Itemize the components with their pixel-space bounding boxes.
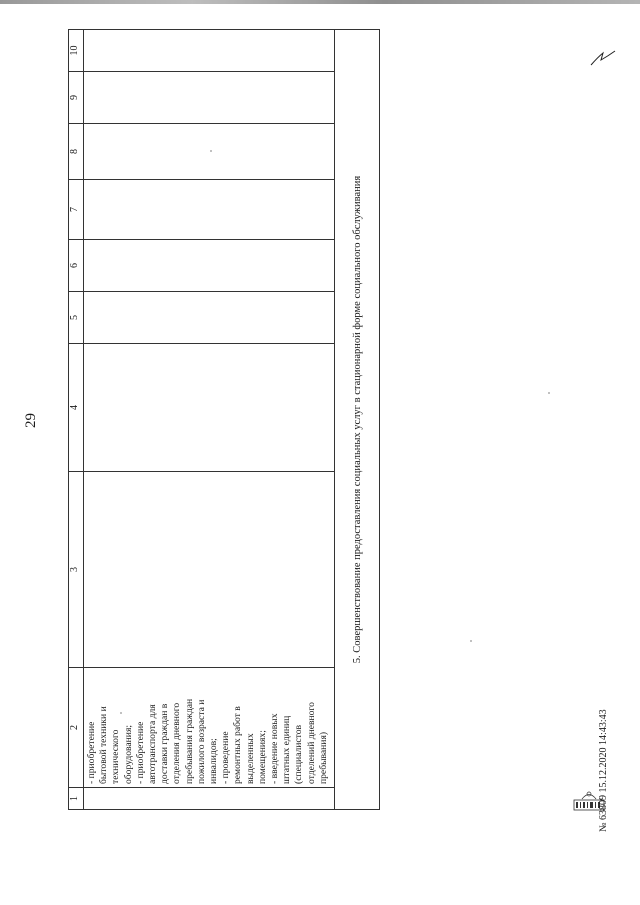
table-cell [84, 124, 335, 180]
measure-line: технического [110, 729, 122, 784]
measure-line: помещениях; [256, 730, 268, 784]
measure-line: инвалидов; [208, 738, 220, 784]
scan-speck [210, 150, 212, 152]
measure-line: выделенных [244, 733, 256, 784]
measures-list-cell [84, 668, 335, 788]
table-cell [84, 72, 335, 124]
page-number: 29 [23, 413, 39, 428]
col-header-3: 3 [69, 472, 84, 668]
col-header-4: 4 [69, 344, 84, 472]
measure-line: ремонтных работ в [232, 706, 244, 784]
table-cell [84, 240, 335, 292]
measures-table [68, 29, 380, 810]
table-cell [84, 30, 335, 72]
measure-line: пожилого возраста и [195, 699, 207, 784]
section-title: 5. Совершенствование предоставления социальных услуг в стационарной форме социального обслуживания [335, 30, 380, 810]
registration-text: 63809 15.12.2020 14:43:43 [598, 709, 609, 820]
document-table-area [68, 30, 396, 810]
measure-line: - приобретение [134, 721, 146, 784]
measure-line: (специалистов [293, 724, 305, 784]
measure-line: отделения дневного [171, 702, 183, 784]
col-header-2: 2 [69, 668, 84, 788]
section-row [335, 30, 380, 810]
table-cell [84, 472, 335, 668]
scan-speck [120, 712, 122, 714]
scan-speck [548, 392, 550, 394]
table-cell [84, 292, 335, 344]
measure-line: пребывания) [317, 731, 329, 784]
measure-line: пребывания граждан [183, 698, 195, 784]
header-row [69, 30, 84, 810]
measure-line: - введение новых [269, 713, 281, 784]
scan-speck [470, 640, 472, 642]
signature-mark [588, 48, 618, 68]
measure-line: - приобретение [86, 721, 97, 784]
measure-line: оборудования; [122, 724, 134, 784]
measure-line: - проведение [220, 731, 232, 784]
col-header-8: 8 [69, 124, 84, 180]
measure-line: штатных единиц [281, 715, 293, 784]
measure-line: бытовой техники и [98, 706, 110, 784]
col-header-5: 5 [69, 292, 84, 344]
col-header-10: 10 [69, 30, 84, 72]
measure-line: доставки граждан в [159, 703, 171, 784]
col-header-1: 1 [69, 788, 84, 810]
col-header-7: 7 [69, 180, 84, 240]
scan-edge [0, 0, 640, 4]
measure-line: автотранспорта для [147, 704, 159, 784]
registration-stamp [598, 709, 609, 832]
table-row [84, 30, 335, 810]
col-header-6: 6 [69, 240, 84, 292]
col-header-9: 9 [69, 72, 84, 124]
registration-prefix: № [598, 822, 609, 832]
table-cell [84, 180, 335, 240]
table-cell [84, 344, 335, 472]
table-cell [84, 788, 335, 810]
measure-line: отделений дневного [305, 702, 317, 784]
